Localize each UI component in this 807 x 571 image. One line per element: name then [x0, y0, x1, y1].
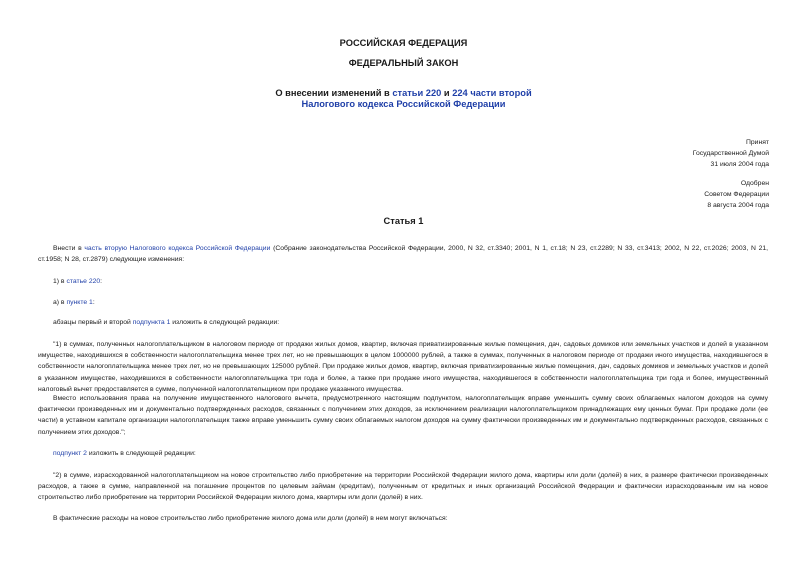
item-subpoint-2-suffix: изложить в следующей редакции:	[86, 450, 196, 457]
title-link-article-220[interactable]: статьи 220	[392, 88, 442, 98]
law-type-heading: ФЕДЕРАЛЬНЫЙ ЗАКОН	[348, 58, 459, 68]
item-paragraphs-suffix: изложить в следующей редакции:	[170, 319, 280, 326]
item-paragraphs	[53, 317, 279, 328]
intro-prefix: Внести в	[53, 245, 85, 252]
item-a	[53, 297, 95, 308]
intro-paragraph	[38, 243, 768, 265]
adopted-label: Принят	[745, 139, 769, 146]
link-subpoint-2[interactable]: подпункт 2	[53, 450, 87, 457]
article-heading: Статья 1	[383, 216, 424, 226]
item-a-suffix: :	[92, 299, 95, 306]
title-prefix: О внесении изменений в	[275, 88, 393, 98]
item-subpoint-2	[53, 448, 196, 459]
item-1-prefix: 1) в	[53, 278, 67, 285]
quote-paragraph-1: "1) в суммах, полученных налогоплательщиком в налоговом периоде от продажи жилых домов, квартир, включая приватизированные жилые помещения, дач, садовых домиков или земельных участков и долей в указанном имуществе, находившихся в собственности налогоплательщика менее трех лет, но не превышающих в целом 1000000 рублей, а также в суммах, полученных в налоговом периоде от продажи иного имущества, находившегося в собственности налогоплательщика менее трех лет, но не превышающих 125000 рублей. При продаже жилых домов, квартир, включая приватизированные жилые помещения, дач, садовых домиков и земельных участков и долей в указанном имуществе, находившихся в собственности налогоплательщика три года и более, а также при продаже иного имущества, находившегося в собственности налогоплательщика три года и более, имущественный налоговый вычет предоставляется в сумме, полученной налогоплательщиком при продаже указанного имущества.	[38, 341, 768, 393]
link-point-1[interactable]: пункте 1	[66, 299, 93, 306]
adopted-block	[693, 137, 769, 170]
title-link-tax-code[interactable]: Налогового кодекса Российской Федерации	[301, 99, 506, 109]
quote-paragraph-3: "2) в сумме, израсходованной налогоплательщиком на новое строительство либо приобретение на территории Российской Федерации жилого дома, квартиры или доли (долей) в них, в размере фактически произведенных расходов, а также в сумме, направленной на погашение процентов по целевым займам (кредитам), полученным от кредитных и иных организаций Российской Федерации и фактически израсходованным им на новое строительство либо приобретение на территории Российской Федерации жилого дома, квартиры или доли (долей) в них.	[38, 472, 768, 502]
adopted-by: Государственной Думой	[692, 150, 769, 157]
item-1	[53, 276, 102, 287]
adopted-date: 31 июля 2004 года	[710, 161, 769, 168]
approved-label: Одобрен	[740, 180, 769, 187]
last-paragraph: В фактические расходы на новое строительство либо приобретение жилого дома или доли (долей) в нем могут включаться:	[53, 515, 448, 522]
quote-paragraph-2: Вместо использования права на получение имущественного налогового вычета, предусмотренного настоящим подпунктом, налогоплательщик вправе уменьшить сумму своих облагаемых налогом доходов на сумму фактически произведенных им и документально подтвержденных расходов, связанных с получением этих доходов, за исключением реализации налогоплательщиком принадлежащих ему ценных бумаг. При продаже доли (ее части) в уставном капитале организации налогоплательщик также вправе уменьшить сумму своих облагаемых налогом доходов на сумму фактически произведенных им и документально подтвержденных расходов, связанных с получением этих доходов.";	[38, 395, 768, 436]
item-paragraphs-prefix: абзацы первый и второй	[53, 319, 133, 326]
item-a-prefix: а) в	[53, 299, 67, 306]
approved-block	[704, 178, 769, 211]
federation-heading: РОССИЙСКАЯ ФЕДЕРАЦИЯ	[339, 38, 468, 48]
title-link-article-224[interactable]: 224 части второй	[452, 88, 532, 98]
intro-rest: (Собрание законодательства Российской Федерации, 2000, N 32, ст.3340; 2001, N 1, ст.18; N 23, ст.2289; N 33, ст.3413; 2002, N 22, ст.2026; 2003, N 21, ст.1958; N 28, ст.2879) следующие изменения:	[38, 245, 769, 264]
item-1-suffix: :	[100, 278, 103, 285]
approved-by: Советом Федерации	[704, 191, 769, 198]
link-subpoint-1[interactable]: подпункта 1	[132, 319, 171, 326]
title-and: и	[441, 88, 453, 98]
approved-date: 8 августа 2004 года	[707, 202, 769, 209]
link-article-220[interactable]: статье 220	[66, 278, 101, 285]
link-tax-code-part-two[interactable]: часть вторую Налогового кодекса Российской Федерации	[84, 245, 271, 252]
